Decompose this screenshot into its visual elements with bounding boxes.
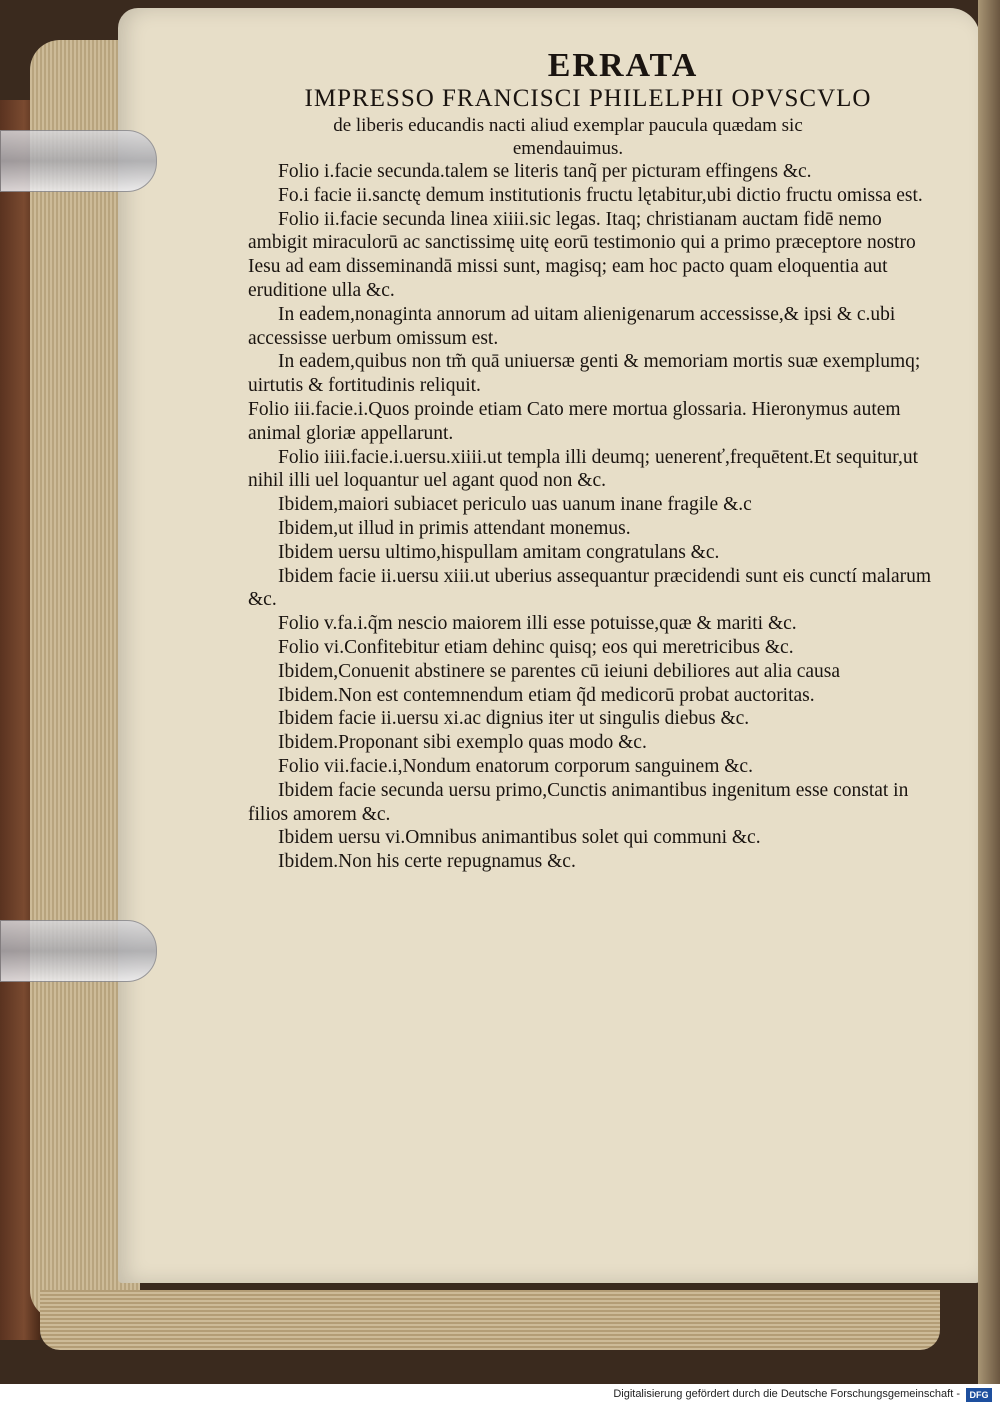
errata-entry: Ibidem facie ii.uersu xiii.ut uberius assequantur præcidendi sunt eis cunctí malarum &c. (248, 565, 932, 611)
errata-entry: In eadem,quibus non tm̃ quā uniuersæ genti & memoriam mortis suæ exemplumq; uirtutis & fortitudinis reliquit. (248, 351, 921, 397)
page-edges-right (978, 0, 1000, 1384)
footer-credit: Digitalisierung gefördert durch die Deutsche Forschungsgemeinschaft - (613, 1388, 960, 1400)
errata-entry: Fo.i facie ii.sanctę demum institutionis fructu lętabitur,ubi dictio fructu omissa est. (278, 184, 923, 206)
page-holder-clip-top (0, 130, 157, 192)
errata-entry: In eadem,nonaginta annorum ad uitam alienigenarum accessisse,& ipsi & c.ubi accessisse uerbum omissum est. (248, 303, 896, 349)
errata-entry: Folio ii.facie secunda linea xiiii.sic legas. Itaq; christianam auctam fidē nemo ambigit miraculorū ac sanctissimę uitę eorū testimonio qui a primo præceptore nostro Iesu ad eam disseminandā missi sunt, magisq; eam hoc pacto quam eloquentia aut eruditione ulla &c. (248, 208, 916, 301)
errata-entry: Ibidem.Non est contemnendum etiam q̃d medicorū probat auctoritas. (278, 684, 815, 706)
page-edges-bottom (40, 1290, 940, 1350)
errata-subtitle: de liberis educandis nacti aliud exemplar paucula quædam sic emendauimus. (333, 115, 803, 159)
errata-entry: Folio vii.facie.i,Nondum enatorum corporum sanguinem &c. (278, 755, 753, 777)
errata-entry: Ibidem,ut illud in primis attendant monemus. (278, 517, 631, 539)
errata-text (248, 48, 938, 874)
errata-entry: Ibidem uersu vi.Omnibus animantibus solet qui communi &c. (278, 827, 761, 849)
errata-entry: Folio iiii.facie.i.uersu.xiiii.ut templa illi deumq; uenerenť,frequētent.Et sequitur,ut nihil illi uel loquantur uel agant quod non &c. (248, 446, 919, 492)
errata-heading: ERRATA (547, 47, 699, 84)
errata-entry: Ibidem,maiori subiacet periculo uas uanum inane fragile &.c (278, 494, 752, 516)
errata-entry: Ibidem facie ii.uersu xi.ac dignius iter ut singulis diebus &c. (278, 708, 750, 730)
errata-entry: Ibidem.Non his certe repugnamus &c. (278, 851, 576, 873)
errata-entry: Folio vi.Confitebitur etiam dehinc quisq; eos qui meretricibus &c. (278, 636, 794, 658)
errata-entry: Ibidem facie secunda uersu primo,Cunctis animantibus ingenitum esse constat in filios amorem &c. (248, 779, 909, 825)
errata-entries (248, 160, 938, 874)
errata-entry: Folio v.fa.i.q̃m nescio maiorem illi esse potuisse,quæ & mariti &c. (278, 613, 797, 635)
dfg-logo: DFG (966, 1388, 992, 1402)
page-holder-clip-bottom (0, 920, 157, 982)
footer-bar (0, 1386, 1000, 1406)
errata-entry: Folio i.facie secunda.talem se literis tanq̃ per picturam effingens &c. (278, 161, 812, 182)
errata-entry: Folio iii.facie.i.Quos proinde etiam Cato mere mortua glossaria. Hieronymus autem animal gloriæ appellarunt. (248, 398, 901, 444)
errata-title: IMPRESSO FRANCISCI PHILELPHI OPVSCVLO (304, 85, 872, 112)
errata-entry: Ibidem uersu ultimo,hispullam amitam congratulans &c. (278, 541, 720, 563)
errata-entry: Ibidem.Proponant sibi exemplo quas modo &c. (278, 732, 647, 754)
errata-entry: Ibidem,Conuenit abstinere se parentes cū ieiuni debiliores aut alia causa (278, 660, 841, 682)
